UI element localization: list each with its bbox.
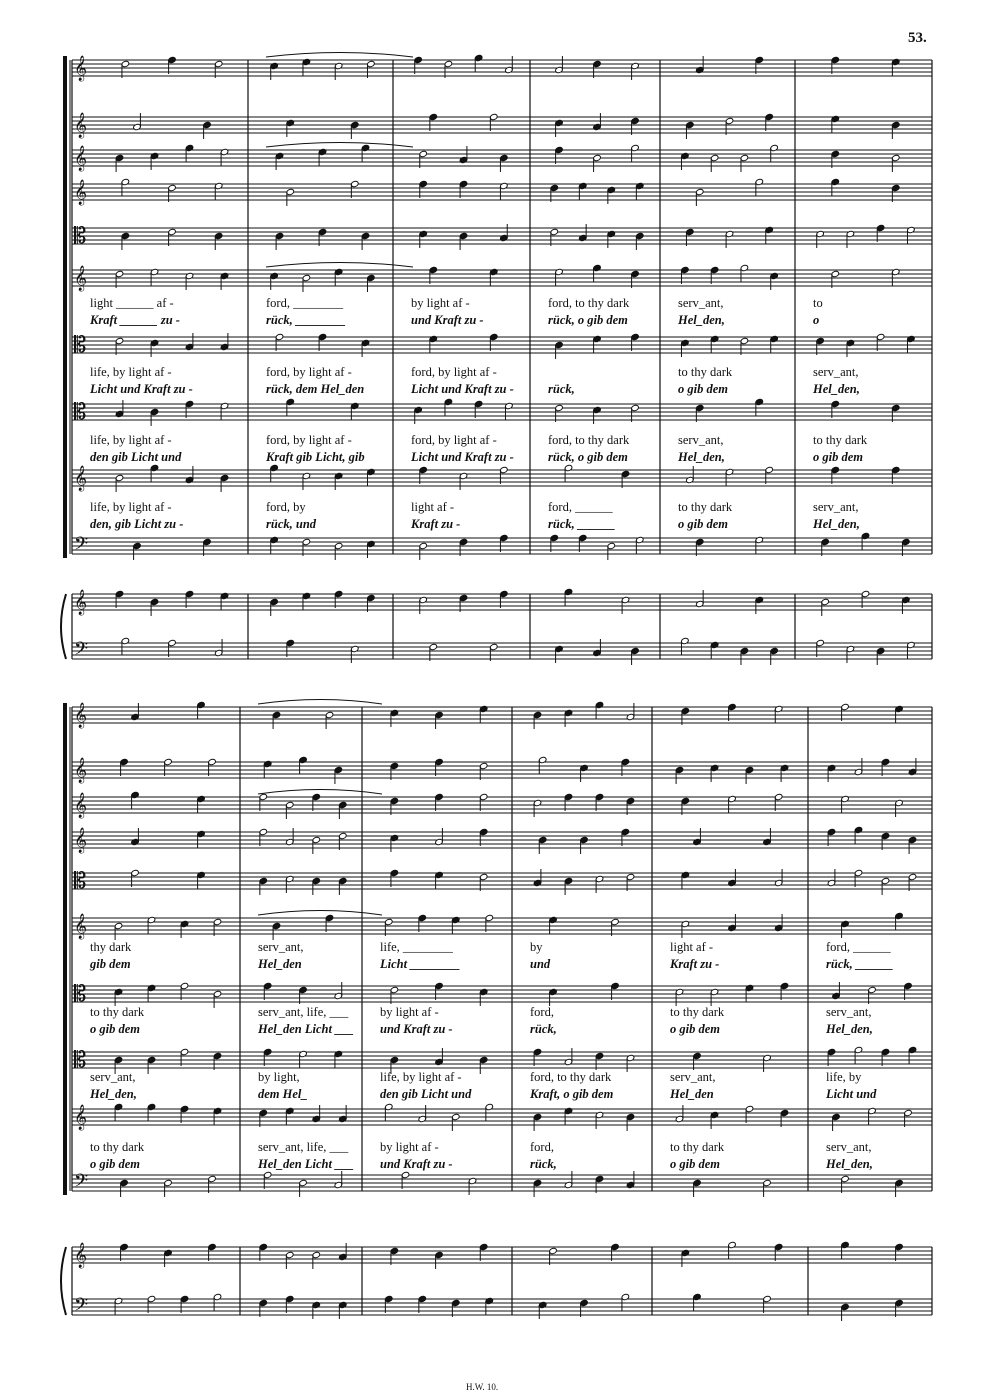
lyric-syllables: o gib dem xyxy=(90,1022,140,1036)
piano-brace xyxy=(61,1247,66,1315)
clef: 𝄢 xyxy=(74,1295,89,1320)
lyric-syllables: serv_ant, xyxy=(826,1005,872,1019)
lyric-syllables: Hel_den, xyxy=(826,1157,873,1171)
lyric-syllables: und Kraft zu - xyxy=(380,1022,453,1036)
lyric-syllables: den, gib Licht zu - xyxy=(90,517,184,531)
lyric-syllables: ford, by light af - xyxy=(411,433,497,447)
lyric-syllables: Kraft zu - xyxy=(411,517,461,531)
lyric-syllables: Hel_den, xyxy=(813,517,860,531)
lyric-syllables: serv_ant, life, ___ xyxy=(258,1005,349,1019)
tie xyxy=(266,263,413,268)
lyric-syllables: Licht ________ xyxy=(380,957,461,971)
lyric-syllables: o xyxy=(813,313,820,327)
lyric-syllables: life, by light af - xyxy=(90,433,172,447)
lyric-syllables: ford, xyxy=(530,1005,554,1019)
lyric-syllables: by light af - xyxy=(380,1140,439,1154)
lyric-syllables: life, by light af - xyxy=(90,500,172,514)
lyric-syllables: und Kraft zu - xyxy=(411,313,484,327)
clef: 𝄡 xyxy=(74,400,87,425)
lyric-syllables: to thy dark xyxy=(678,365,733,379)
lyric-syllables: dem Hel_ xyxy=(258,1087,308,1101)
lyric-syllables: Hel_den, xyxy=(678,450,725,464)
clef: 𝄡 xyxy=(74,333,87,358)
tie xyxy=(266,53,413,58)
lyric-syllables: Hel_den xyxy=(670,1087,714,1101)
clef: 𝄢 xyxy=(74,534,89,559)
lyric-syllables: Licht und xyxy=(826,1087,877,1101)
system-bracket xyxy=(63,56,67,558)
lyric-syllables: den gib Licht und xyxy=(90,450,182,464)
lyric-syllables: Kraft gib Licht, gib xyxy=(266,450,365,464)
clef: 𝄢 xyxy=(74,1171,89,1196)
clef: 𝄢 xyxy=(74,639,89,664)
lyric-syllables: serv_ant, xyxy=(670,1070,716,1084)
clef: 𝄞 xyxy=(74,1105,88,1130)
lyric-syllables: Licht und Kraft zu - xyxy=(411,450,514,464)
lyric-syllables: thy dark xyxy=(90,940,132,954)
lyric-syllables: serv_ant, life, ___ xyxy=(258,1140,349,1154)
lyric-syllables: rück, xyxy=(530,1022,557,1036)
lyric-syllables: ford, ________ xyxy=(266,296,344,310)
tie xyxy=(258,700,382,705)
lyric-syllables: rück, ______ xyxy=(826,957,894,971)
lyric-syllables: serv_ant, xyxy=(678,296,724,310)
lyric-syllables: light af - xyxy=(411,500,455,514)
lyric-syllables: Hel_den, xyxy=(813,382,860,396)
lyric-syllables: rück, o gib dem xyxy=(548,450,628,464)
lyric-syllables: to thy dark xyxy=(670,1005,725,1019)
lyric-syllables: Kraft ______ zu - xyxy=(90,313,180,327)
lyric-syllables: ford, by light af - xyxy=(266,365,352,379)
lyric-syllables: rück, und xyxy=(266,517,317,531)
lyric-syllables: ford, to thy dark xyxy=(530,1070,612,1084)
piano-brace xyxy=(61,594,66,659)
clef: 𝄞 xyxy=(74,703,88,728)
lyric-syllables: den gib Licht und xyxy=(380,1087,472,1101)
clef: 𝄞 xyxy=(74,146,88,171)
lyric-syllables: life, ________ xyxy=(380,940,453,954)
tie xyxy=(258,911,382,916)
lyric-syllables: serv_ant, xyxy=(813,500,859,514)
lyric-syllables: Kraft, o gib dem xyxy=(530,1087,614,1101)
page-number: 53. xyxy=(908,30,927,46)
lyric-syllables: Licht und Kraft zu - xyxy=(411,382,514,396)
lyric-syllables: o gib dem xyxy=(670,1022,720,1036)
lyric-syllables: rück, xyxy=(548,382,575,396)
lyric-syllables: Hel_den xyxy=(258,957,302,971)
clef: 𝄞 xyxy=(74,56,88,81)
lyric-syllables: ford, to thy dark xyxy=(548,433,630,447)
clef: 𝄞 xyxy=(74,590,88,615)
lyric-syllables: to xyxy=(813,296,823,310)
clef: 𝄡 xyxy=(74,1048,87,1073)
lyric-syllables: by xyxy=(530,940,543,954)
lyric-syllables: serv_ant, xyxy=(813,365,859,379)
lyric-syllables: to thy dark xyxy=(670,1140,725,1154)
lyric-syllables: gib dem xyxy=(90,957,131,971)
lyric-syllables: o gib dem xyxy=(670,1157,720,1171)
lyric-syllables: Hel_den, xyxy=(90,1087,137,1101)
lyric-syllables: light ______ af - xyxy=(90,296,174,310)
clef: 𝄡 xyxy=(74,869,87,894)
lyric-syllables: ford, ______ xyxy=(826,940,891,954)
lyric-syllables: Hel_den, xyxy=(678,313,725,327)
lyric-syllables: Hel_den, xyxy=(826,1022,873,1036)
tie xyxy=(258,790,382,795)
lyric-syllables: life, by light af - xyxy=(380,1070,462,1084)
lyric-syllables: und xyxy=(530,957,551,971)
lyric-syllables: serv_ant, xyxy=(258,940,304,954)
lyric-syllables: rück, xyxy=(530,1157,557,1171)
lyric-syllables: o gib dem xyxy=(90,1157,140,1171)
lyric-syllables: life, by light af - xyxy=(90,365,172,379)
clef: 𝄞 xyxy=(74,466,88,491)
lyric-syllables: light af - xyxy=(670,940,714,954)
lyric-syllables: rück, o gib dem xyxy=(548,313,628,327)
clef: 𝄡 xyxy=(74,224,87,249)
clef: 𝄞 xyxy=(74,180,88,205)
lyric-syllables: to thy dark xyxy=(813,433,868,447)
plate-number: H.W. 10. xyxy=(466,1382,499,1392)
lyric-syllables: ford, by xyxy=(266,500,306,514)
clef: 𝄞 xyxy=(74,1243,88,1268)
lyric-syllables: rück, dem Hel_den xyxy=(266,382,365,396)
lyric-syllables: to thy dark xyxy=(90,1140,145,1154)
lyric-syllables: life, by xyxy=(826,1070,862,1084)
lyric-syllables: to thy dark xyxy=(678,500,733,514)
lyric-syllables: by light af - xyxy=(411,296,470,310)
lyric-syllables: ford, by light af - xyxy=(266,433,352,447)
lyric-syllables: Hel_den Licht ___ xyxy=(258,1157,354,1171)
clef: 𝄞 xyxy=(74,113,88,138)
clef: 𝄡 xyxy=(74,982,87,1007)
lyric-syllables: ford, to thy dark xyxy=(548,296,630,310)
lyric-syllables: rück, ______ xyxy=(548,517,616,531)
lyric-syllables: serv_ant, xyxy=(678,433,724,447)
clef: 𝄞 xyxy=(74,828,88,853)
lyric-syllables: rück, ________ xyxy=(266,313,346,327)
lyric-syllables: by light, xyxy=(258,1070,300,1084)
lyric-syllables: by light af - xyxy=(380,1005,439,1019)
clef: 𝄞 xyxy=(74,914,88,939)
clef: 𝄞 xyxy=(74,758,88,783)
lyric-syllables: to thy dark xyxy=(90,1005,145,1019)
lyric-syllables: ford, ______ xyxy=(548,500,613,514)
lyric-syllables: und Kraft zu - xyxy=(380,1157,453,1171)
tie xyxy=(266,143,413,148)
lyric-syllables: ford, by light af - xyxy=(411,365,497,379)
lyric-syllables: Hel_den Licht ___ xyxy=(258,1022,354,1036)
lyric-syllables: Kraft zu - xyxy=(670,957,720,971)
lyric-syllables: o gib dem xyxy=(678,517,728,531)
lyric-syllables: serv_ant, xyxy=(826,1140,872,1154)
system-bracket xyxy=(63,703,67,1195)
lyric-syllables: Licht und Kraft zu - xyxy=(90,382,193,396)
lyric-syllables: o gib dem xyxy=(678,382,728,396)
clef: 𝄞 xyxy=(74,266,88,291)
lyric-syllables: serv_ant, xyxy=(90,1070,136,1084)
clef: 𝄞 xyxy=(74,793,88,818)
lyric-syllables: ford, xyxy=(530,1140,554,1154)
lyric-syllables: o gib dem xyxy=(813,450,863,464)
